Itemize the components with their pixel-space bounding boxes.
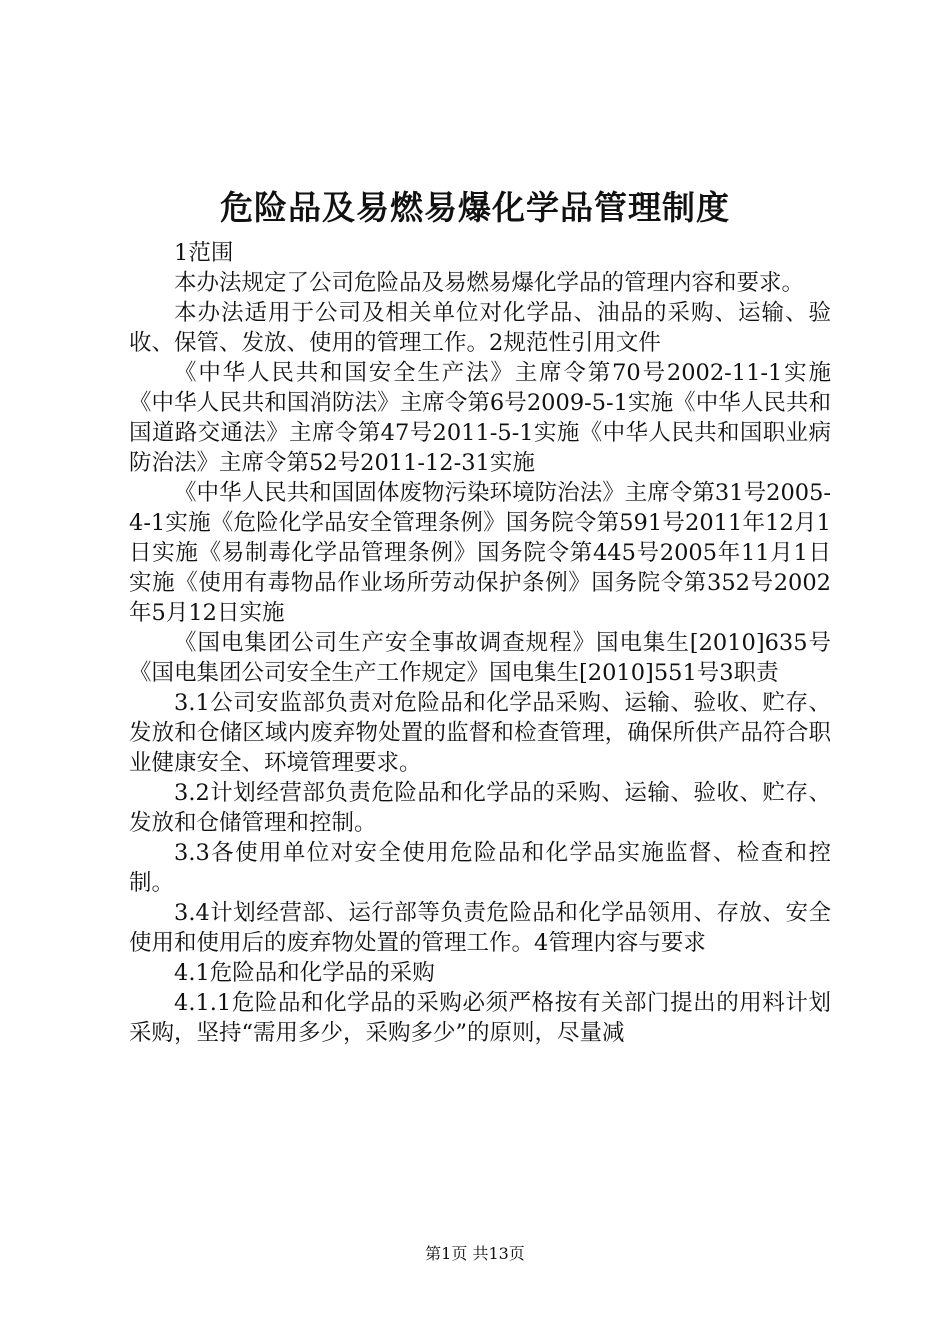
page-number-footer: 第1页 共13页 — [425, 1244, 525, 1263]
paragraph: 《中华人民共和国安全生产法》主席令第70号2002-11-1实施《中华人民共和国消防法》主席令第6号2009-5-1实施《中华人民共和国道路交通法》主席令第47号2011-5-1实施《中华人民共和国职业病防治法》主席令第52号2011-12-31实施 — [129, 360, 831, 476]
paragraph: 4.1.1危险品和化学品的采购必须严格按有关部门提出的用料计划采购，坚持“需用多少，采购多少”的原则，尽量减 — [129, 990, 831, 1046]
paragraph: 本办法规定了公司危险品及易燃易爆化学品的管理内容和要求。 — [174, 270, 805, 296]
paragraph: 3.3各使用单位对安全使用危险品和化学品实施监督、检查和控制。 — [129, 840, 831, 896]
paragraph: 本办法适用于公司及相关单位对化学品、油品的采购、运输、验收、保管、发放、使用的管理工作。2规范性引用文件 — [129, 300, 831, 356]
paragraph: 《国电集团公司生产安全事故调查规程》国电集生[2010]635号《国电集团公司安全生产工作规定》国电集生[2010]551号3职责 — [129, 630, 831, 686]
paragraph: 《中华人民共和国固体废物污染环境防治法》主席令第31号2005-4-1实施《危险化学品安全管理条例》国务院令第591号2011年12月1日实施《易制毒化学品管理条例》国务院令第445号2005年11月1日实施《使用有毒物品作业场所劳动保护条例》国务院令第352号2002年5月12日实施 — [129, 480, 831, 626]
paragraph: 3.4计划经营部、运行部等负责危险品和化学品领用、存放、安全使用和使用后的废弃物处置的管理工作。4管理内容与要求 — [129, 900, 831, 956]
paragraph-section-heading: 4.1危险品和化学品的采购 — [174, 960, 435, 986]
paragraph-scope-heading: 1范围 — [174, 240, 234, 266]
paragraph: 3.1公司安监部负责对危险品和化学品采购、运输、验收、贮存、发放和仓储区域内废弃物处置的监督和检查管理，确保所供产品符合职业健康安全、环境管理要求。 — [129, 690, 831, 776]
paragraph: 3.2计划经营部负责危险品和化学品的采购、运输、验收、贮存、发放和仓储管理和控制。 — [129, 780, 831, 836]
document-title: 危险品及易燃易爆化学品管理制度 — [220, 188, 730, 227]
document-body — [129, 238, 831, 1048]
